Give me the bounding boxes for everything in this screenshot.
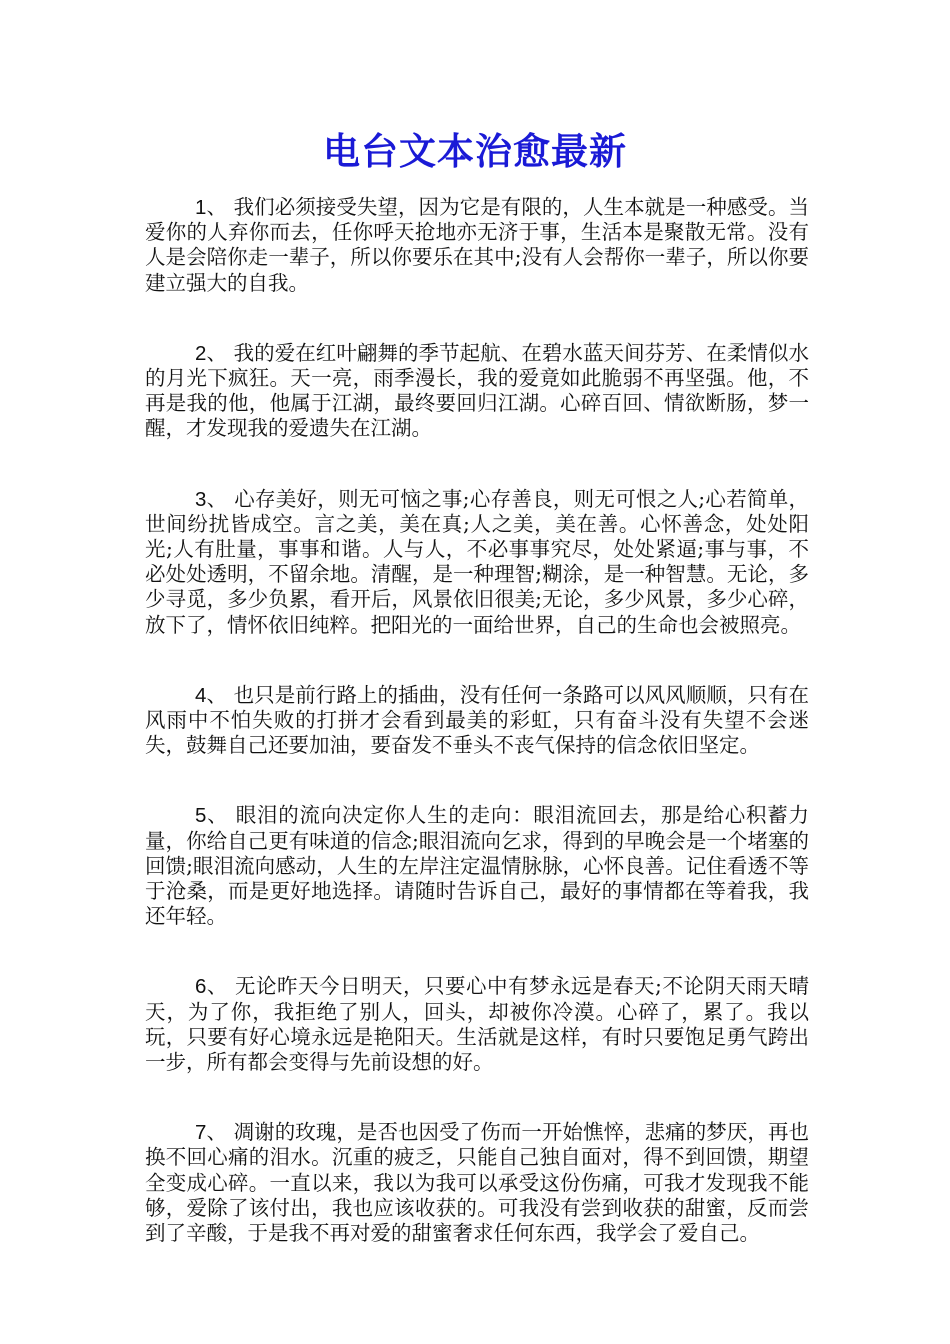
paragraph-text: 无论昨天今日明天，只要心中有梦永远是春天;不论阴天雨天晴天，为了你，我拒绝了别人，回头，却被你冷漠。心碎了，累了。我以玩，只要有好心境永远是艳阳天。生活就是这样，有时只要饱足勇气跨出一步，所有都会变得与先前设想的好。: [145, 974, 809, 1075]
paragraph-text: 凋谢的玫瑰，是否也因受了伤而一开始憔悴，悲痛的梦厌，再也换不回心痛的泪水。沉重的疲乏，只能自己独自面对，得不到回馈，期望全变成心碎。一直以来，我以为我可以承受这份伤痛，可我才发现我不能够，爱除了该付出，我也应该收获的。可我没有尝到收获的甜蜜，反而尝到了辛酸，于是我不再对爱的甜蜜奢求任何东西，我学会了爱自己。: [145, 1120, 809, 1246]
paragraph-text: 我的爱在红叶翩舞的季节起航、在碧水蓝天间芬芳、在柔情似水的月光下疯狂。天一亮，雨季漫长，我的爱竟如此脆弱不再坚强。他，不再是我的他，他属于江湖，最终要回归江湖。心碎百回、情欲断肠，梦一醒，才发现我的爱遗失在江湖。: [145, 340, 809, 441]
paragraph-2: [145, 341, 809, 442]
paragraph-text: 也只是前行路上的插曲，没有任何一条路可以风风顺顺，只有在风雨中不怕失败的打拼才会看到最美的彩虹，只有奋斗没有失望不会迷失，鼓舞自己还要加油，要奋发不垂头不丧气保持的信念依旧坚定。: [145, 682, 809, 758]
paragraph-text: 眼泪的流向决定你人生的走向：眼泪流回去，那是给心积蓄力量，你给自己更有味道的信念;眼泪流向乞求，得到的早晚会是一个堵塞的回馈;眼泪流向感动，人生的左岸注定温情脉脉，心怀良善。记住看透不等于沧桑，而是更好地选择。请随时告诉自己，最好的事情都在等着我，我还年轻。: [145, 803, 809, 929]
paragraph-text: 心存美好，则无可恼之事;心存善良，则无可恨之人;心若简单，世间纷扰皆成空。言之美，美在真;人之美，美在善。心怀善念，处处阳光;人有肚量，事事和谐。人与人，不必事事究尽，处处紧逼;事与事，不必处处透明，不留余地。清醒，是一种理智;糊涂，是一种智慧。无论，多少寻觅，多少负累，看开后，风景依旧很美;无论，多少风景，多少心碎，放下了，情怀依旧纯粹。把阳光的一面给世界，自己的生命也会被照亮。: [145, 486, 809, 637]
paragraph-7: [145, 1120, 809, 1246]
paragraph-4: [145, 683, 809, 759]
document-body: [145, 195, 809, 1291]
paragraph-number: 3、: [195, 487, 228, 511]
paragraph-text: 我们必须接受失望，因为它是有限的，人生本就是一种感受。当爱你的人弃你而去，任你呼天抢地亦无济于事，生活本是聚散无常。没有人是会陪你走一辈子，所以你要乐在其中;没有人会帮你一辈子，所以你要建立强大的自我。: [145, 195, 809, 295]
paragraph-3: [145, 487, 809, 638]
paragraph-number: 2、: [195, 341, 228, 365]
paragraph-number: 1、: [195, 196, 228, 219]
paragraph-number: 6、: [195, 975, 228, 999]
paragraph-1: [145, 195, 809, 296]
paragraph-5: [145, 803, 809, 929]
page-title: 电台文本治愈最新: [323, 130, 627, 173]
paragraph-6: [145, 974, 809, 1075]
paragraph-number: 5、: [195, 804, 229, 828]
paragraph-number: 4、: [195, 683, 228, 707]
paragraph-number: 7、: [195, 1121, 228, 1145]
